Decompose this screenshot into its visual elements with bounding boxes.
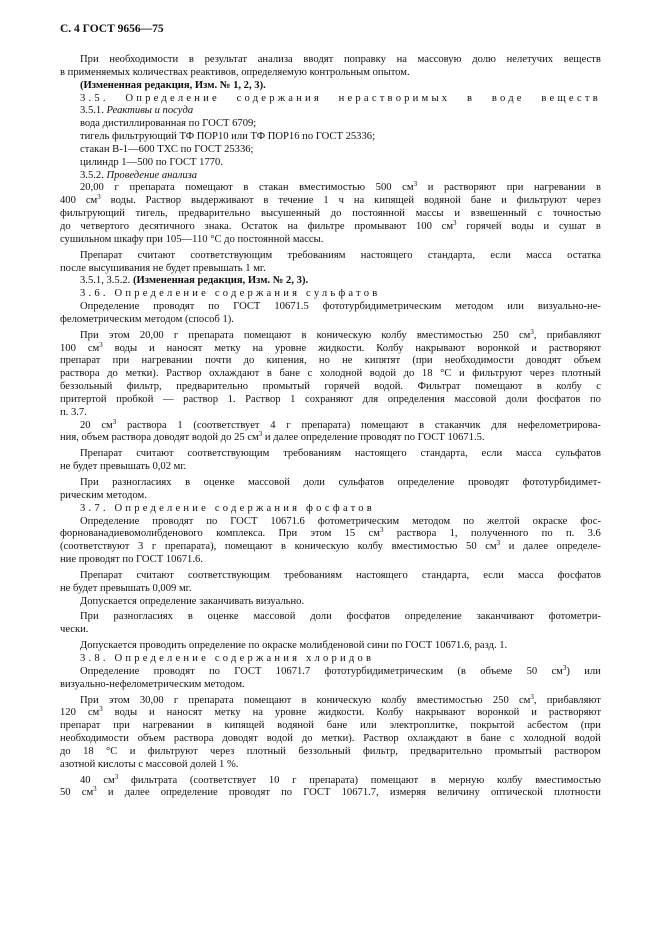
text-line: Препарат считают соответствующим требованиям настоящего стандарта, если масса фосфатов (80, 569, 601, 581)
text-line: не будет превышать 0,02 мг. (60, 461, 187, 473)
text-line: притертой пробкой — раствор 1. Раствор 1 сохраняют для определения массовой доли фосфатов по (60, 393, 601, 405)
text-line: в применяемых количествах реактивов, определяемую контрольным опытом. (60, 66, 410, 78)
text-line: раствора до метки). Раствор охлаждают в бане с холодной водой до 18 °С и фильтруют через плотный (60, 368, 601, 380)
text-line: 3.7. Определение содержания фосфатов (80, 502, 375, 514)
text-line: Определение проводят по ГОСТ 10671.5 фототурбидиметрическим методом или визуально-не- (80, 301, 601, 313)
text-line: ния, объем раствора доводят водой до 25 $см^3$ и далее определение проводят по ГОСТ 10671.5. (60, 430, 485, 444)
text-line: до 18 °С и фильтруют через плотный беззольный фильтр, предварительно промытый раствором (60, 745, 601, 757)
text-line: необходимости объем раствора доводят водой до метки). Раствор охлаждают в бане с холодной водой (60, 733, 601, 745)
text-line: 3.5.1, 3.5.2. (Измененная редакция, Изм. № 2, 3). (80, 275, 309, 287)
text-line: 3.5.2. Проведение анализа (80, 169, 198, 181)
text-line: 40 $см^3$ фильтрата (соответствует 10 г препарата) помещают в мерную колбу вместимостью (80, 772, 601, 786)
text-line: 20,00 г препарата помещают в стакан вместимостью 500 $см^3$ и растворяют при нагревании в (80, 180, 601, 194)
text-line: фелометрическим методом (способ 1). (60, 313, 234, 325)
text-line: 3.5.1. Реактивы и посуда (80, 105, 194, 117)
page-header: С. 4 ГОСТ 9656—75 (60, 23, 164, 35)
text-line: Допускается определение заканчивать визуально. (80, 595, 305, 607)
text-line: 120 $см^3$ воды и наносят метку на уровне жидкости. Колбу накрывают воронкой и растворяют (60, 705, 601, 719)
text-line: стакан В-1—600 ТХС по ГОСТ 25336; (80, 143, 254, 155)
text-line: 3.6. Определение содержания сульфатов (80, 288, 381, 300)
text-line: Препарат считают соответствующим требованиям настоящего стандарта, если масса сульфатов (80, 448, 601, 460)
text-line: после высушивания не будет превышать 1 мг. (60, 262, 266, 274)
text-line: цилиндр 1—500 по ГОСТ 1770. (80, 156, 224, 168)
text-line: препарат при нагревании в кипящей водяной бане или электроплитке, покрытой асбестом (при (60, 720, 601, 732)
text-line: При разногласиях в оценке массовой доли фосфатов определение заканчивают фотометри- (80, 611, 601, 623)
text-line: визуально-нефелометрическим методом. (60, 678, 245, 690)
text-line: 400 $см^3$ воды. Раствор выдерживают в течение 1 ч на кипящей водяной бане и фильтруют через (60, 193, 601, 207)
text-line: (соответствуют 3 г препарата), помещают в коническую колбу вместимостью 50 $см^3$ и далее определе- (60, 539, 601, 553)
text-line: форнованадиевомолибденового комплекса. При этом 15 $см^3$ раствора 1, полученного по п. 3.6 (60, 526, 601, 540)
text-line: ние проводят по ГОСТ 10671.6. (60, 554, 203, 566)
text-line: сушильном шкафу при 105—110 °С до постоянной массы. (60, 233, 324, 245)
text-line: При необходимости в результат анализа вводят поправку на массовую долю нелетучих веществ (80, 54, 601, 65)
text-line: 50 $см^3$ и далее определение проводят по ГОСТ 10671.7, измеряя величину оптической плотности (60, 785, 601, 799)
text-line: фильтрующий тигель, предварительно высушенный до постоянной массы и взвешенный с точностью (60, 208, 601, 220)
text-line: Определение проводят по ГОСТ 10671.6 фотометрическим методом по желтой окраске фос- (80, 515, 601, 527)
text-line: 3.5. Определение содержания нерастворимых в воде веществ (80, 92, 601, 104)
text-line: (Измененная редакция, Изм. № 1, 2, 3). (80, 79, 266, 91)
text-line: 3.8. Определение содержания хлоридов (80, 652, 375, 664)
text-line: чески. (60, 624, 89, 636)
text-line: п. 3.7. (60, 406, 87, 418)
document-body (60, 54, 601, 800)
text-line: Допускается проводить определение по окраске молибденовой сини по ГОСТ 10671.6, разд. 1. (80, 640, 508, 652)
text-line: Определение проводят по ГОСТ 10671.7 фототурбидиметрическим (в объеме 50 $см^3$) или (80, 663, 601, 677)
text-line: 20 $см^3$ раствора 1 (соответствует 4 г препарата) помещают в стаканчик для нефелометрирова- (80, 417, 601, 431)
text-line: При этом 20,00 г препарата помещают в коническую колбу вместимостью 250 $см^3$, прибавляют (80, 327, 601, 341)
document-page (60, 22, 601, 800)
text-line: Препарат считают соответствующим требованиям настоящего стандарта, если масса остатка (80, 249, 601, 261)
text-line: рическим методом. (60, 489, 147, 501)
text-line: При этом 30,00 г препарата помещают в коническую колбу вместимостью 250 $см^3$, прибавляют (80, 692, 601, 706)
text-line: препарат при нагревании почти до кипения, но не кипятят (при необходимости доводят объем (60, 355, 601, 367)
text-line: до четвертого десятичного знака. Остаток на фильтре промывают 100 $см^3$ горячей воды и сушат в (60, 218, 601, 232)
text-line: При разногласиях в оценке массовой доли сульфатов определение проводят фототурбидимет- (80, 477, 601, 488)
text-line: 100 $см^3$ воды и наносят метку на уровне жидкости. Колбу накрывают воронкой и растворяют (60, 340, 601, 354)
text-line: азотной кислоты с массовой долей 1 %. (60, 758, 239, 770)
text-line: вода дистиллированная по ГОСТ 6709; (80, 118, 257, 130)
text-line: тигель фильтрующий ТФ ПОР10 или ТФ ПОР16 по ГОСТ 25336; (80, 131, 376, 143)
text-line: беззольный фильтр, предварительно промытый горячей водой. Фильтрат помещают в колбу с (60, 381, 601, 393)
text-line: не будет превышать 0,009 мг. (60, 582, 192, 594)
